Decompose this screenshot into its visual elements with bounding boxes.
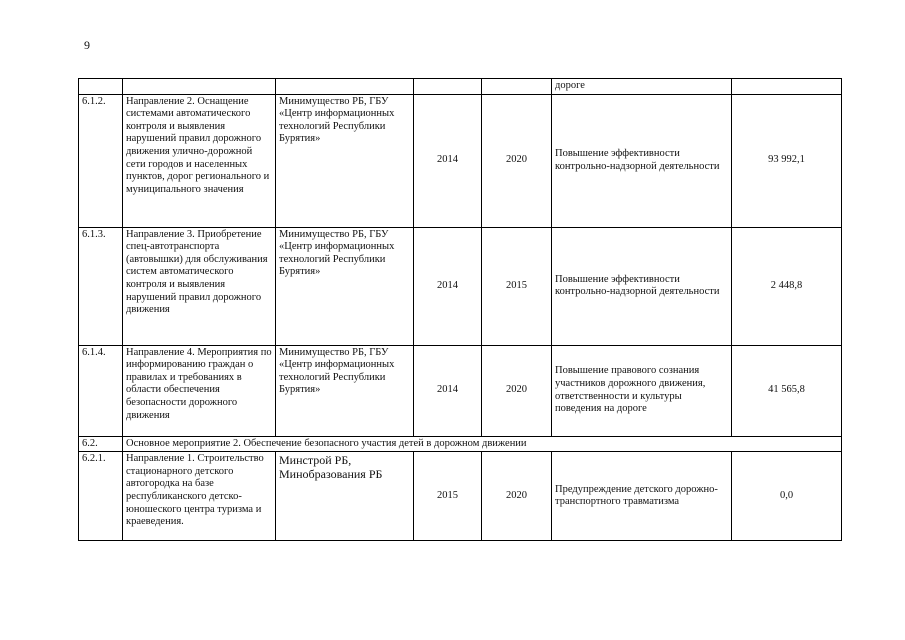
activity-name: Направление 4. Мероприятия по информированию граждан о правилах и требованиях в области обеспечения безопасности дорожного движения [123, 345, 276, 436]
expected-result: Предупреждение детского дорожно-транспортного травматизма [552, 452, 732, 541]
start-year: 2015 [414, 452, 482, 541]
row-number: 6.2.1. [79, 452, 123, 541]
expected-result: Повышение правового сознания участников дорожного движения, ответственности и культуры поведения на дороге [552, 345, 732, 436]
start-year: 2014 [414, 227, 482, 345]
funding-amount: 93 992,1 [732, 94, 842, 227]
activity-name: Направление 1. Строительство стационарного детского автогородка на базе республиканского детско-юношеского центра туризма и краеведения. [123, 452, 276, 541]
row-number [79, 79, 123, 95]
expected-result: Повышение эффективности контрольно-надзорной деятельности [552, 227, 732, 345]
section-heading: Основное мероприятие 2. Обеспечение безопасного участия детей в дорожном движении [123, 436, 842, 452]
funding-amount: 41 565,8 [732, 345, 842, 436]
funding-amount: 0,0 [732, 452, 842, 541]
end-year: 2020 [482, 94, 552, 227]
end-year: 2020 [482, 345, 552, 436]
table-row [79, 94, 842, 227]
page-number: 9 [84, 38, 90, 52]
end-year: 2015 [482, 227, 552, 345]
row-number: 6.1.4. [79, 345, 123, 436]
executor: Минимущество РБ, ГБУ «Центр информационных технологий Республики Бурятия» [276, 345, 414, 436]
table-row [79, 79, 842, 95]
start-year: 2014 [414, 94, 482, 227]
activity-name [123, 79, 276, 95]
table-row [79, 452, 842, 541]
funding-amount: 2 448,8 [732, 227, 842, 345]
table-row [79, 436, 842, 452]
start-year [414, 79, 482, 95]
row-number: 6.1.2. [79, 94, 123, 227]
activity-name: Направление 2. Оснащение системами автоматического контроля и выявления нарушений правил дорожного движения улично-дорожной сети городов и населенных пунктов, дорог регионального и муниципального значения [123, 94, 276, 227]
executor: Минимущество РБ, ГБУ «Центр информационных технологий Республики Бурятия» [276, 227, 414, 345]
table-row [79, 227, 842, 345]
expected-result: Повышение эффективности контрольно-надзорной деятельности [552, 94, 732, 227]
funding-amount [732, 79, 842, 95]
end-year: 2020 [482, 452, 552, 541]
program-table [78, 78, 842, 541]
executor: Минстрой РБ, Минобразования РБ [276, 452, 414, 541]
executor: Минимущество РБ, ГБУ «Центр информационных технологий Республики Бурятия» [276, 94, 414, 227]
row-number: 6.1.3. [79, 227, 123, 345]
end-year [482, 79, 552, 95]
expected-result: дороге [552, 79, 732, 95]
activity-name: Направление 3. Приобретение спец-автотранспорта (автовышки) для обслуживания систем автоматического контроля и выявления нарушений правил дорожного движения [123, 227, 276, 345]
executor [276, 79, 414, 95]
row-number: 6.2. [79, 436, 123, 452]
table-row [79, 345, 842, 436]
start-year: 2014 [414, 345, 482, 436]
